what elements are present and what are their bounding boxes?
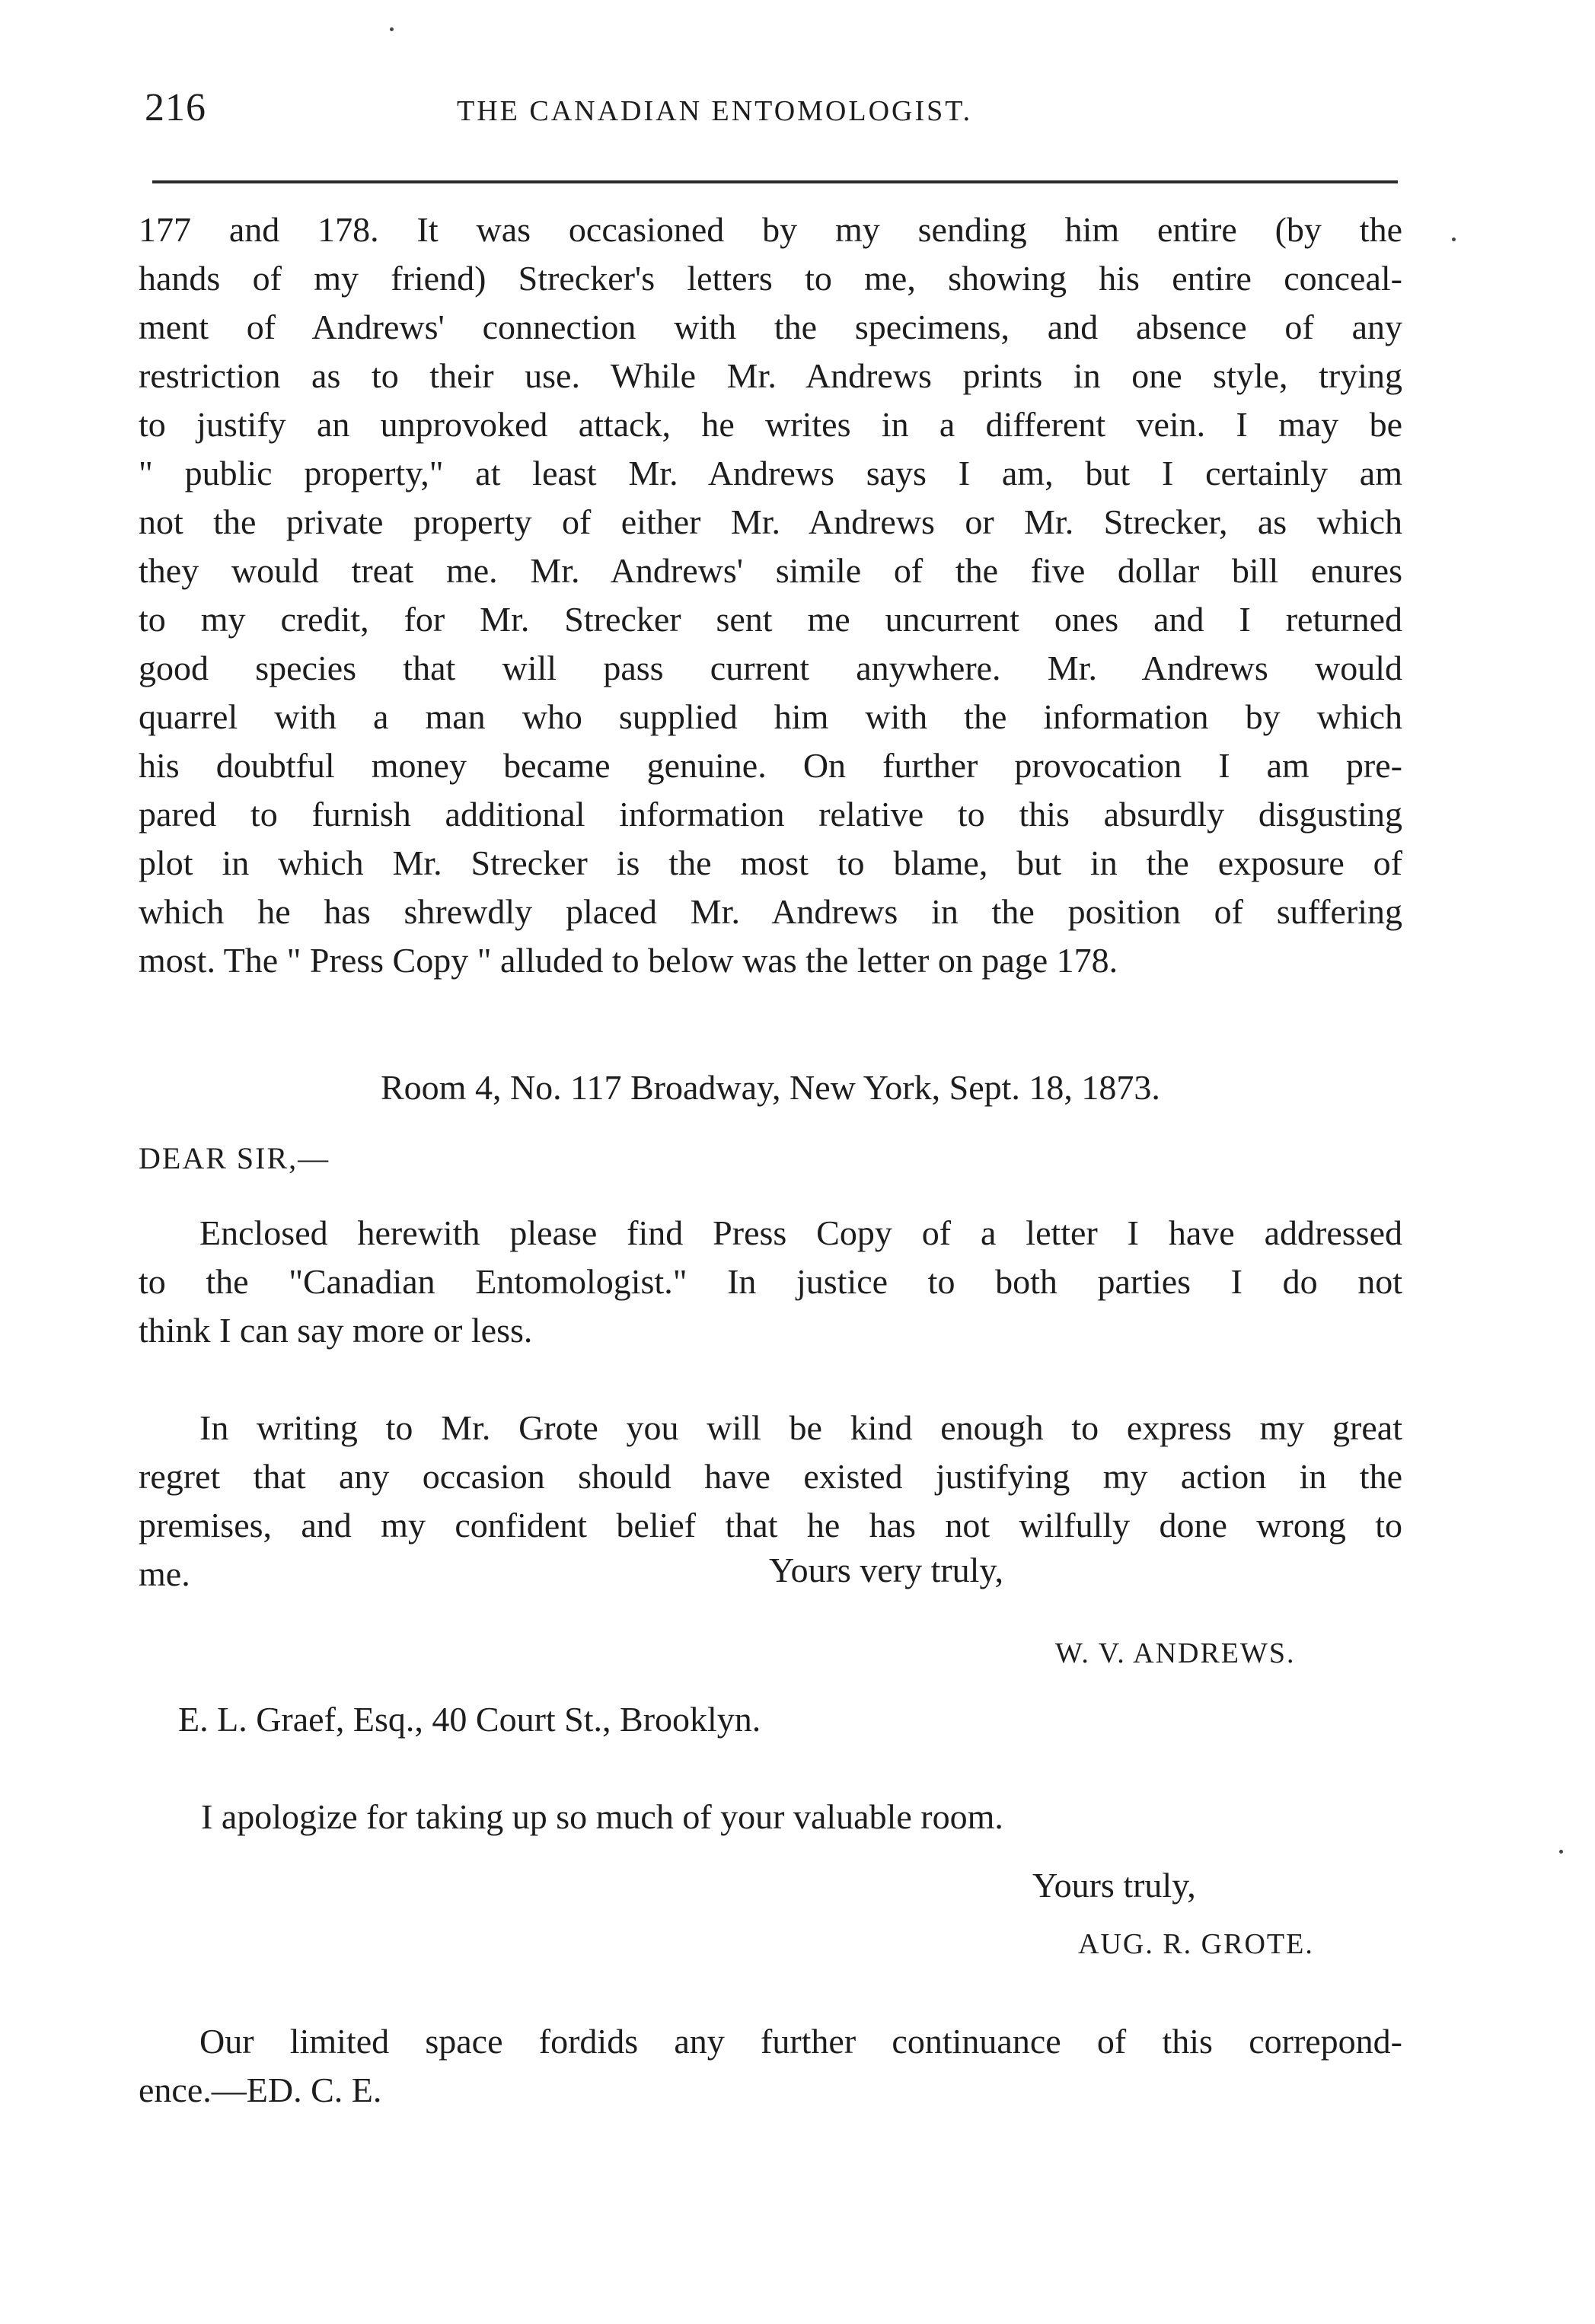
print-speck — [1559, 1850, 1563, 1854]
letter-line: me. — [139, 1554, 190, 1593]
postscript-signature: AUG. R. GROTE. — [1078, 1928, 1314, 1960]
body-line: hands of my friend) Strecker's letters to me, showing his entire conceal- — [139, 259, 1402, 298]
body-line: good species that will pass current anywhere. Mr. Andrews would — [139, 649, 1402, 687]
letter-addressee: E. L. Graef, Esq., 40 Court St., Brooklyn. — [178, 1700, 761, 1739]
letter-signature: W. V. ANDREWS. — [1055, 1637, 1296, 1669]
editor-note-line: Our limited space fordids any further continuance of this correpond- — [199, 2022, 1402, 2061]
body-line: his doubtful money became genuine. On further provocation I am pre- — [139, 746, 1402, 785]
body-line: which he has shrewdly placed Mr. Andrews in the position of suffering — [139, 892, 1402, 931]
page-number: 216 — [145, 86, 206, 129]
body-line: restriction as to their use. While Mr. Andrews prints in one style, trying — [139, 356, 1402, 395]
body-line: not the private property of either Mr. Andrews or Mr. Strecker, as which — [139, 502, 1402, 541]
editor-note — [139, 2017, 1402, 2115]
header-rule — [152, 180, 1398, 183]
body-line: to justify an unprovoked attack, he writes in a different vein. I may be — [139, 405, 1402, 444]
editor-note-line: ence.—ED. C. E. — [139, 2071, 382, 2109]
letter-line: Enclosed herewith please find Press Copy of a letter I have addressed — [199, 1213, 1402, 1252]
body-line: 177 and 178. It was occasioned by my sending him entire (by the — [139, 210, 1402, 249]
print-speck — [390, 27, 394, 31]
running-head: THE CANADIAN ENTOMOLOGIST. — [457, 95, 973, 127]
main-paragraph — [139, 206, 1402, 985]
postscript-closing: Yours truly, — [1032, 1866, 1196, 1905]
body-line: pared to furnish additional information relative to this absurdly disgusting — [139, 795, 1402, 834]
print-speck — [1452, 238, 1456, 241]
body-line: ment of Andrews' connection with the specimens, and absence of any — [139, 308, 1402, 346]
letter-line: premises, and my confident belief that he has not wilfully done wrong to — [139, 1506, 1402, 1545]
letter-date-line: Room 4, No. 117 Broadway, New York, Sept. 18, 1873. — [381, 1068, 1160, 1107]
postscript-apology: I apologize for taking up so much of your valuable room. — [201, 1797, 1003, 1836]
letter-line: regret that any occasion should have existed justifying my action in the — [139, 1457, 1402, 1496]
page-header — [145, 85, 1401, 146]
letter-line: to the "Canadian Entomologist." In justice to both parties I do not — [139, 1262, 1402, 1301]
body-line: to my credit, for Mr. Strecker sent me uncurrent ones and I returned — [139, 600, 1402, 639]
letter-paragraph-1 — [139, 1209, 1402, 1355]
body-line: quarrel with a man who supplied him with the information by which — [139, 697, 1402, 736]
letter-line: In writing to Mr. Grote you will be kind enough to express my great — [199, 1408, 1402, 1447]
body-line: most. The " Press Copy " alluded to below was the letter on page 178. — [139, 941, 1118, 980]
body-line: they would treat me. Mr. Andrews' simile of the five dollar bill enures — [139, 551, 1402, 590]
body-line: " public property," at least Mr. Andrews says I am, but I certainly am — [139, 454, 1402, 493]
body-line: plot in which Mr. Strecker is the most to blame, but in the exposure of — [139, 843, 1402, 882]
letter-line: think I can say more or less. — [139, 1311, 533, 1350]
letter-closing: Yours very truly, — [769, 1551, 1003, 1589]
letter-salutation: DEAR SIR,— — [139, 1141, 330, 1175]
